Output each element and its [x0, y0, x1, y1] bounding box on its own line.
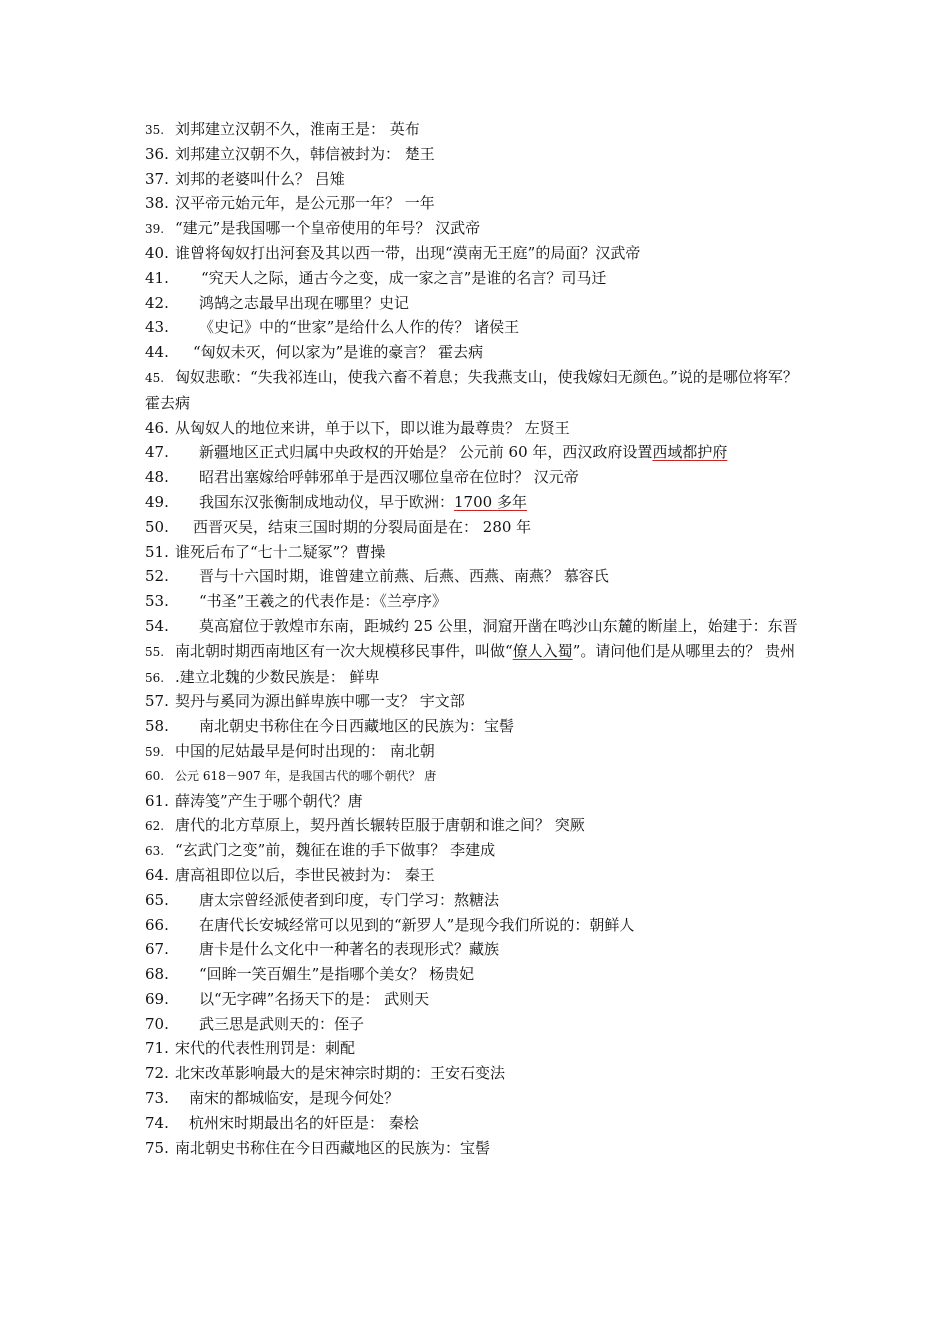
item-number: 63.: [145, 844, 165, 859]
item-number: 43.: [145, 318, 169, 337]
list-item: [145, 291, 813, 316]
item-number: 67.: [145, 940, 169, 959]
item-number: 51.: [145, 542, 169, 561]
item-number: 64.: [145, 865, 169, 884]
item-text: 匈奴悲歌：“失我祁连山，使我六畜不着息；失我燕支山，使我嫁妇无颜色。”说的是哪位将军？ 霍去病: [145, 367, 798, 412]
item-number: 45.: [145, 370, 165, 385]
item-number: 47.: [145, 443, 169, 462]
list-item: [145, 863, 813, 888]
list-item: [145, 789, 813, 814]
item-text: “玄武门之变”前，魏征在谁的手下做事？ 李建成: [175, 841, 496, 860]
list-item: [145, 913, 813, 938]
item-text: 杭州宋时期最出名的奸臣是： 秦桧: [189, 1113, 419, 1132]
item-text: 南北朝史书称住在今日西藏地区的民族为：宝髻: [199, 717, 515, 736]
item-text: 唐高祖即位以后，李世民被封为： 秦王: [175, 865, 435, 884]
list-item: [145, 266, 813, 291]
list-item: [145, 440, 813, 465]
item-text: 刘邦建立汉朝不久，韩信被封为： 楚王: [175, 144, 435, 163]
list-item: [145, 465, 813, 490]
item-number: 72.: [145, 1064, 169, 1083]
item-number: 54.: [145, 616, 169, 635]
item-number: 50.: [145, 517, 169, 536]
item-text: 以“无字碑”名扬天下的是： 武则天: [199, 989, 430, 1008]
item-text: 刘邦建立汉朝不久，淮南王是： 英布: [175, 120, 420, 138]
item-text: 谁死后布了“七十二疑冢”？曹操: [175, 542, 386, 561]
list-item: [145, 937, 813, 962]
item-number: 69.: [145, 989, 169, 1008]
item-text: 我国东汉张衡制成地动仪，早于欧洲：: [199, 492, 455, 511]
item-number: 58.: [145, 717, 169, 736]
item-number: 57.: [145, 692, 169, 711]
list-item: [145, 614, 813, 639]
list-item: [145, 315, 813, 340]
item-number: 48.: [145, 468, 169, 487]
item-text: 汉平帝元始元年，是公元那一年？ 一年: [175, 194, 435, 213]
list-item: [145, 142, 813, 167]
item-text: 武三思是武则天的：侄子: [199, 1014, 365, 1033]
list-item: [145, 564, 813, 589]
list-item: [145, 838, 813, 863]
list-item: [145, 689, 813, 714]
item-text: 唐代的北方草原上，契丹酋长辗转臣服于唐朝和谁之间？ 突厥: [175, 816, 585, 835]
item-text: “匈奴未灭，何以家为”是谁的豪言？ 霍去病: [193, 343, 484, 362]
item-text: 中国的尼姑最早是何时出现的： 南北朝: [175, 741, 435, 760]
item-text: 宋代的代表性刑罚是：刺配: [175, 1039, 356, 1058]
list-item: [145, 987, 813, 1012]
list-item: [145, 739, 813, 764]
item-text: 昭君出塞嫁给呼韩邪单于是西汉哪位皇帝在位时？ 汉元帝: [199, 468, 579, 487]
item-number: 39.: [145, 222, 165, 237]
item-text: 鸿鹄之志最早出现在哪里？史记: [199, 293, 410, 312]
list-item: [145, 1061, 813, 1086]
item-text: 北宋改革影响最大的是宋神宗时期的：王安石变法: [175, 1064, 506, 1083]
item-text: 晋与十六国时期，谁曾建立前燕、后燕、西燕、南燕？ 慕容氏: [199, 567, 609, 586]
item-number: 49.: [145, 492, 169, 511]
item-number: 65.: [145, 890, 169, 909]
list-item: [145, 1111, 813, 1136]
underlined-answer: 僚人入蜀: [512, 641, 573, 660]
item-text: “建元”是我国哪一个皇帝使用的年号？ 汉武帝: [175, 219, 481, 238]
list-item: [145, 490, 813, 515]
list-item: [145, 241, 813, 266]
item-text: 公元 618－907 年，是我国古代的哪个朝代？ 唐: [175, 768, 437, 783]
item-number: 62.: [145, 819, 165, 834]
item-number: 53.: [145, 592, 169, 611]
item-number: 44.: [145, 343, 169, 362]
list-item: [145, 589, 813, 614]
item-number: 40.: [145, 243, 169, 262]
list-item: [145, 1086, 813, 1111]
item-text: “回眸一笑百媚生”是指哪个美女？ 杨贵妃: [199, 965, 475, 984]
item-text: 莫高窟位于敦煌市东南，距城约 25 公里，洞窟开凿在鸣沙山东麓的断崖上，始建于：东晋: [199, 616, 798, 635]
item-text: 唐卡是什么文化中一种著名的表现形式？藏族: [199, 940, 500, 959]
item-number: 56.: [145, 670, 165, 685]
underlined-answer: 1700 多年: [454, 492, 527, 511]
list-item: [145, 216, 813, 241]
item-text: .建立北魏的少数民族是： 鲜卑: [175, 667, 380, 686]
underlined-answer: 西域都护府: [652, 443, 728, 462]
item-text: “究天人之际，通古今之变，成一家之言”是谁的名言？司马迁: [201, 268, 607, 287]
item-number: 60.: [145, 768, 165, 783]
item-number: 74.: [145, 1113, 169, 1132]
item-text-tail: ”。请问他们是从哪里去的？ 贵州: [572, 641, 796, 660]
item-text: 新疆地区正式归属中央政权的开始是？ 公元前 60 年，西汉政府设置: [199, 443, 653, 462]
item-text: 南北朝史书称住在今日西藏地区的民族为：宝髻: [175, 1138, 491, 1157]
list-item: [145, 365, 813, 416]
list-item: [145, 340, 813, 365]
list-item: [145, 639, 813, 665]
list-item: [145, 665, 813, 690]
item-number: 37.: [145, 169, 169, 188]
list-item: [145, 714, 813, 739]
item-number: 36.: [145, 144, 169, 163]
item-text: 刘邦的老婆叫什么？ 吕雉: [175, 169, 345, 188]
document-page: [145, 117, 813, 1160]
list-item: [145, 191, 813, 216]
list-item: [145, 540, 813, 565]
item-number: 55.: [145, 644, 165, 659]
list-item: [145, 167, 813, 192]
list-item: [145, 888, 813, 913]
item-number: 73.: [145, 1089, 169, 1108]
item-text: 南北朝时期西南地区有一次大规模移民事件，叫做“: [175, 641, 513, 660]
item-text: 在唐代长安城经常可以见到的“新罗人”是现今我们所说的：朝鲜人: [199, 915, 635, 934]
item-number: 46.: [145, 418, 169, 437]
item-text: 谁曾将匈奴打出河套及其以西一带，出现“漠南无王庭”的局面？汉武帝: [175, 243, 641, 262]
list-item: [145, 1136, 813, 1161]
item-text: 《史记》中的“世家”是给什么人作的传？ 诸侯王: [199, 318, 520, 337]
item-text: 唐太宗曾经派使者到印度，专门学习：熬糖法: [199, 890, 500, 909]
item-number: 41.: [145, 268, 169, 287]
item-number: 66.: [145, 915, 169, 934]
list-item: [145, 416, 813, 441]
item-number: 42.: [145, 293, 169, 312]
item-text: 薛涛笺”产生于哪个朝代？唐: [175, 791, 363, 810]
item-text: “书圣”王羲之的代表作是：《兰亭序》: [199, 592, 447, 611]
item-number: 68.: [145, 965, 169, 984]
item-number: 71.: [145, 1039, 169, 1058]
list-item: [145, 962, 813, 987]
item-number: 52.: [145, 567, 169, 586]
list-item: [145, 1012, 813, 1037]
list-item: [145, 1036, 813, 1061]
item-text: 契丹与奚同为源出鲜卑族中哪一支？ 宇文部: [175, 692, 465, 711]
list-item: [145, 515, 813, 540]
item-text: 从匈奴人的地位来讲，单于以下，即以谁为最尊贵？ 左贤王: [175, 418, 570, 437]
item-number: 61.: [145, 791, 169, 810]
list-item: [145, 117, 813, 142]
item-number: 38.: [145, 194, 169, 213]
item-number: 59.: [145, 744, 165, 759]
item-number: 35.: [145, 123, 165, 137]
item-text: 西晋灭吴，结束三国时期的分裂局面是在： 280 年: [193, 517, 532, 536]
item-text: 南宋的都城临安，是现今何处？: [189, 1089, 400, 1108]
item-number: 75.: [145, 1138, 169, 1157]
item-number: 70.: [145, 1014, 169, 1033]
list-item: [145, 813, 813, 838]
list-item: [145, 764, 813, 789]
